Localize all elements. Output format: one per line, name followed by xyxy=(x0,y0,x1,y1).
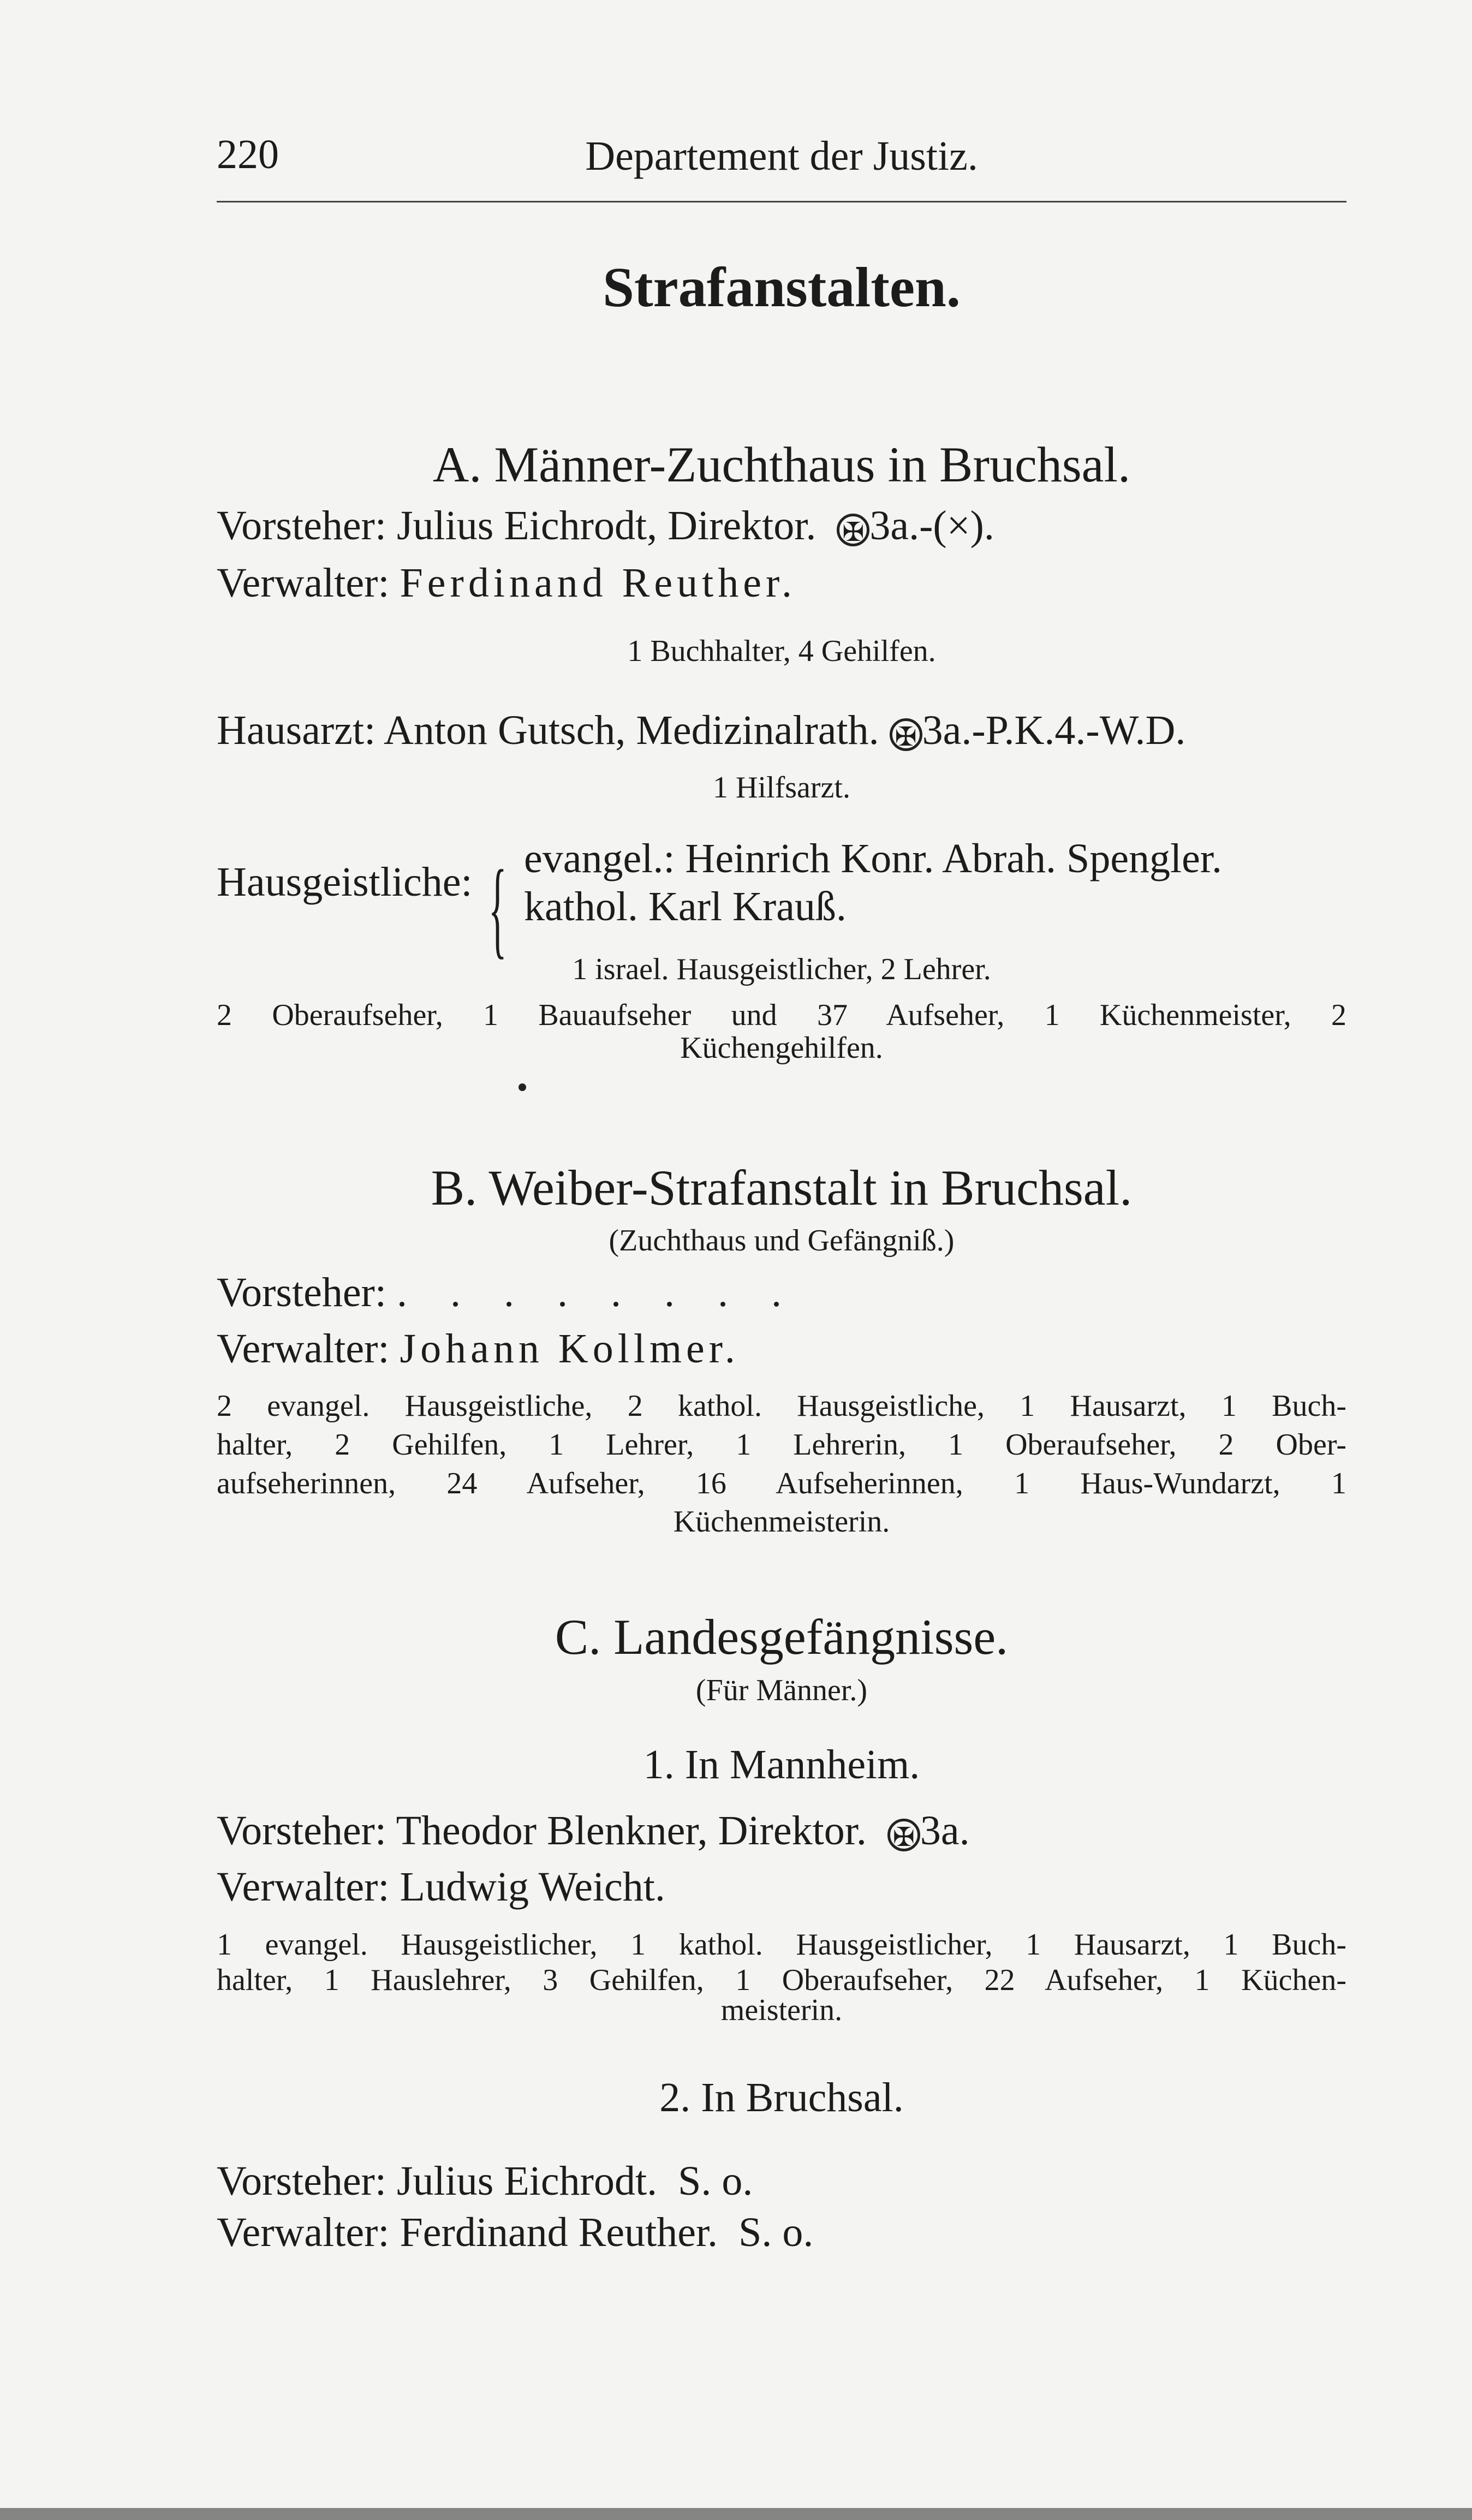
name: Theodor Blenkner, Direktor. xyxy=(396,1808,867,1854)
staff-line: 1 evangel. Hausgeistlicher, 1 kathol. Hausgeistlicher, 1 Hausarzt, 1 Buch- xyxy=(217,1928,1346,1962)
name: Julius Eichrodt. xyxy=(396,2158,658,2204)
staff-line: 1 Hilfsarzt. xyxy=(713,771,850,805)
page-title: Strafanstalten. xyxy=(603,256,961,319)
name: Julius Eichrodt, Direktor. xyxy=(396,503,817,549)
staff-line: aufseherinnen, 24 Aufseher, 16 Aufseherinnen, 1 Haus-Wundarzt, 1 xyxy=(217,1467,1346,1500)
ink-dot xyxy=(519,1083,526,1091)
vorsteher-line xyxy=(217,503,1346,549)
label: Verwalter: xyxy=(217,2209,390,2255)
subsection-heading: 1. In Mannheim. xyxy=(643,1742,920,1788)
brace-icon: { xyxy=(488,848,507,969)
section-heading: B. Weiber-Strafanstalt in Bruchsal. xyxy=(431,1160,1133,1216)
geistliche-kath: kathol. Karl Krauß. xyxy=(524,884,847,930)
staff-line: meisterin. xyxy=(720,1993,843,2027)
name: Ferdinand Reuther. xyxy=(400,560,797,606)
section-subheading: (Für Männer.) xyxy=(695,1673,868,1707)
label: Verwalter: xyxy=(217,1326,390,1372)
name: . . . . . . . . xyxy=(396,1270,798,1315)
staff-line: Küchenmeisterin. xyxy=(673,1505,890,1539)
label: Verwalter: xyxy=(217,560,390,606)
header-rule xyxy=(217,201,1346,202)
staff-line: 1 Buchhalter, 4 Gehilfen. xyxy=(627,634,936,668)
label: Vorsteher: xyxy=(217,2158,386,2204)
name: Anton Gutsch, Medizinalrath. xyxy=(384,707,879,753)
order-cross-icon: ✠ xyxy=(887,1819,920,1851)
orders: 3a.-P.K.4.-W.D. xyxy=(922,707,1186,753)
hausarzt-line xyxy=(217,707,1346,753)
verwalter-line xyxy=(217,2209,1346,2255)
reference: S. o. xyxy=(678,2158,753,2204)
name: Ludwig Weicht. xyxy=(400,1864,665,1910)
label: Vorsteher: xyxy=(217,503,386,549)
section-heading: C. Landesgefängnisse. xyxy=(555,1609,1009,1665)
staff-line: halter, 1 Hauslehrer, 3 Gehilfen, 1 Oberaufseher, 22 Aufseher, 1 Küchen- xyxy=(217,1963,1346,1997)
label: Verwalter: xyxy=(217,1864,390,1910)
staff-line: halter, 2 Gehilfen, 1 Lehrer, 1 Lehrerin, 1 Oberaufseher, 2 Ober- xyxy=(217,1428,1346,1462)
verwalter-line xyxy=(217,1866,1346,1908)
name: Johann Kollmer. xyxy=(400,1326,740,1372)
section-subheading: (Zuchthaus und Gefängniß.) xyxy=(609,1224,955,1258)
label: Vorsteher: xyxy=(217,1808,386,1854)
staff-line: 2 evangel. Hausgeistliche, 2 kathol. Hausgeistliche, 1 Hausarzt, 1 Buch- xyxy=(217,1389,1346,1423)
vorsteher-line xyxy=(217,1272,1346,1313)
staff-line: 2 Oberaufseher, 1 Bauaufseher und 37 Aufseher, 1 Küchenmeister, 2 xyxy=(217,998,1346,1032)
verwalter-line xyxy=(217,562,1346,604)
vorsteher-line xyxy=(217,1808,1346,1854)
section-heading: A. Männer-Zuchthaus in Bruchsal. xyxy=(432,437,1131,492)
reference: S. o. xyxy=(738,2209,814,2255)
label: Vorsteher: xyxy=(217,1270,386,1315)
geistliche-evang: evangel.: Heinrich Konr. Abrah. Spengler. xyxy=(524,836,1223,881)
page-edge-shadow xyxy=(0,2508,1472,2520)
order-cross-icon: ✠ xyxy=(890,718,922,751)
name: Ferdinand Reuther. xyxy=(400,2209,718,2255)
vorsteher-line xyxy=(217,2160,1346,2202)
page-number: 220 xyxy=(217,132,279,177)
geistliche-label: Hausgeistliche: xyxy=(217,859,473,905)
orders: 3a.-(×). xyxy=(869,503,994,549)
subsection-heading: 2. In Bruchsal. xyxy=(659,2075,904,2120)
order-cross-icon: ✠ xyxy=(837,514,869,546)
running-title: Departement der Justiz. xyxy=(585,133,978,179)
orders: 3a. xyxy=(920,1808,970,1854)
verwalter-line xyxy=(217,1326,1346,1372)
staff-line: Küchengehilfen. xyxy=(680,1031,883,1065)
label: Hausarzt: xyxy=(217,707,376,753)
staff-line: 1 israel. Hausgeistlicher, 2 Lehrer. xyxy=(572,952,991,986)
